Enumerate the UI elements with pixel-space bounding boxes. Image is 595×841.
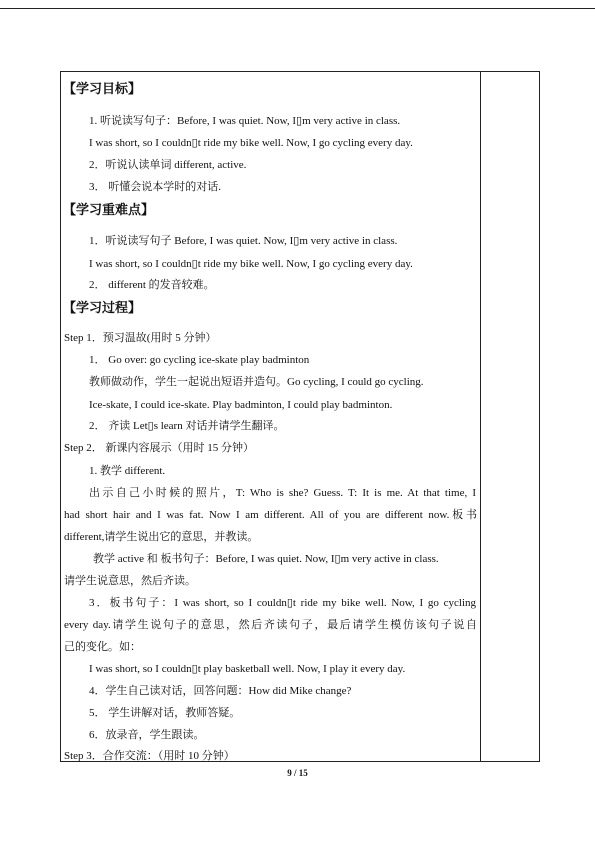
process-line-13: 3．板书句子：I was short, so I couldn▯t ride my bike well. Now, I go cycling bbox=[89, 597, 476, 609]
process-line-3: 教师做动作，学生一起说出短语并造句。Go cycling, I could go cycling. bbox=[89, 376, 424, 388]
process-line-10: different,请学生说出它的意思，并教读。 bbox=[64, 531, 259, 543]
process-line-16: I was short, so I couldn▯t play basketball well. Now, I play it every day. bbox=[89, 663, 406, 675]
process-line-9: had short hair and I was fat. Now I am different. All of you are different now.板书 bbox=[64, 509, 477, 521]
process-line-17: 4．学生自己读对话，回答问题：How did Mike change? bbox=[89, 685, 352, 697]
process-line-14: every day.请学生说句子的意思，然后齐读句子，最后请学生模仿该句子说自 bbox=[64, 619, 477, 631]
section-heading-goals: 【学习目标】 bbox=[63, 81, 142, 96]
process-line-19: 6．放录音，学生跟读。 bbox=[89, 729, 205, 741]
key-point-line-2: I was short, so I couldn▯t ride my bike well. Now, I go cycling every day. bbox=[89, 258, 413, 270]
process-line-11: 教学 active 和 板书句子：Before, I was quiet. Now, I▯m very active in class. bbox=[93, 553, 439, 565]
process-line-20: Step 3．合作交流：（用时 10 分钟） bbox=[64, 750, 235, 762]
section-heading-process: 【学习过程】 bbox=[63, 300, 142, 315]
goal-line-3: 2．听说认读单词 different, active. bbox=[89, 159, 247, 171]
goal-line-2: I was short, so I couldn▯t ride my bike well. Now, I go cycling every day. bbox=[89, 137, 413, 149]
process-line-8: 出示自己小时候的照片，T: Who is she? Guess. T: It is me. At that time, I bbox=[89, 487, 476, 499]
process-line-2: 1． Go over: go cycling ice-skate play badminton bbox=[89, 354, 310, 366]
lesson-content-cell bbox=[61, 72, 479, 761]
section-heading-key-points: 【学习重难点】 bbox=[63, 202, 155, 217]
process-line-6: Step 2． 新课内容展示（用时 15 分钟） bbox=[64, 442, 255, 454]
process-line-15: 己的变化。如： bbox=[64, 641, 141, 653]
goal-line-1: 1. 听说读写句子：Before, I was quiet. Now, I▯m very active in class. bbox=[89, 115, 401, 127]
lesson-plan-table bbox=[60, 71, 540, 762]
process-line-4: Ice-skate, I could ice-skate. Play badminton, I could play badminton. bbox=[89, 399, 393, 411]
notes-column-cell bbox=[481, 72, 540, 761]
process-line-5: 2． 齐读 Let▯s learn 对话并请学生翻译。 bbox=[89, 420, 285, 432]
key-point-line-1: 1．听说读写句子 Before, I was quiet. Now, I▯m very active in class. bbox=[89, 235, 398, 247]
process-line-12: 请学生说意思，然后齐读。 bbox=[64, 575, 196, 587]
key-point-line-3: 2． different 的发音较难。 bbox=[89, 279, 215, 291]
page-top-rule bbox=[0, 8, 595, 9]
goal-line-4: 3． 听懂会说本学时的对话. bbox=[89, 181, 221, 193]
process-line-1: Step 1．预习温故(用时 5 分钟） bbox=[64, 332, 217, 344]
page-number: 9 / 15 bbox=[287, 768, 308, 778]
process-line-18: 5． 学生讲解对话，教师答疑。 bbox=[89, 707, 241, 719]
process-line-7: 1. 教学 different. bbox=[89, 465, 166, 477]
